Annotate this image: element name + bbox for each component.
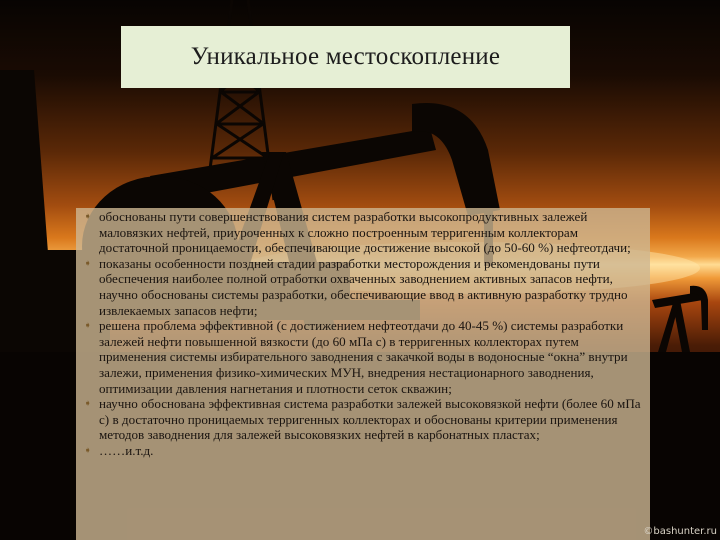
bullet-item <box>84 209 644 256</box>
slide-title-box <box>121 26 570 88</box>
arrow-bullet-icon: ➧ <box>84 398 92 409</box>
bullet-text: ……и.т.д. <box>99 442 154 458</box>
bullet-text: решена проблема эффективной (с достижением нефтеотдачи до 40-45 %) системы разработки залежей нефти повышенной вязкости (до 60 мПа с) в терригенных коллекторах путем применения системы избирательного заводнения с закачкой воды в водоносные “окна” внутри залежи, применения физико-химических МУН, внедрения нестационарного заводнения, оптимизации давления нагнетания и плотности сеток скважин; <box>99 318 628 396</box>
bullet-text: обоснованы пути совершенствования систем разработки высокопродуктивных залежей маловязких нефтей, приуроченных к сложно построенным терригенным коллекторам достаточной проницаемости, обеспечивающие достижение высокой (до 50-60 %) нефтеотдачи; <box>99 209 631 256</box>
arrow-bullet-icon: ➧ <box>84 320 92 331</box>
bullet-item <box>84 442 644 459</box>
bullet-text: показаны особенности поздней стадии разработки месторождения и рекомендованы пути обеспечения наиболее полной отработки охваченных заводнением активных запасов нефти, научно обоснованы системы разработки, обеспечивающие ввод в активную разработку трудно извлекаемых запасов нефти; <box>99 255 628 318</box>
watermark: ©bashunter.ru <box>643 526 717 537</box>
slide-title: Уникальное местоскопление <box>190 43 501 70</box>
bullet-text: научно обоснована эффективная система разработки залежей высоковязкой нефти (более 60 мПа с) в достаточно проницаемых терригенных коллекторах и обоснованы критерии применения методов заводнения для залежей высоковязких нефтей в карбонатных пластах; <box>99 396 641 443</box>
bullet-item <box>84 396 644 443</box>
bullet-list <box>84 209 644 459</box>
bullet-item <box>84 255 644 318</box>
slide-content-box <box>76 208 650 540</box>
arrow-bullet-icon: ➧ <box>84 211 92 221</box>
right-pump-jack-icon <box>652 286 708 352</box>
arrow-bullet-icon: ➧ <box>84 257 92 268</box>
bullet-item <box>84 318 644 396</box>
arrow-bullet-icon: ➧ <box>84 444 92 455</box>
